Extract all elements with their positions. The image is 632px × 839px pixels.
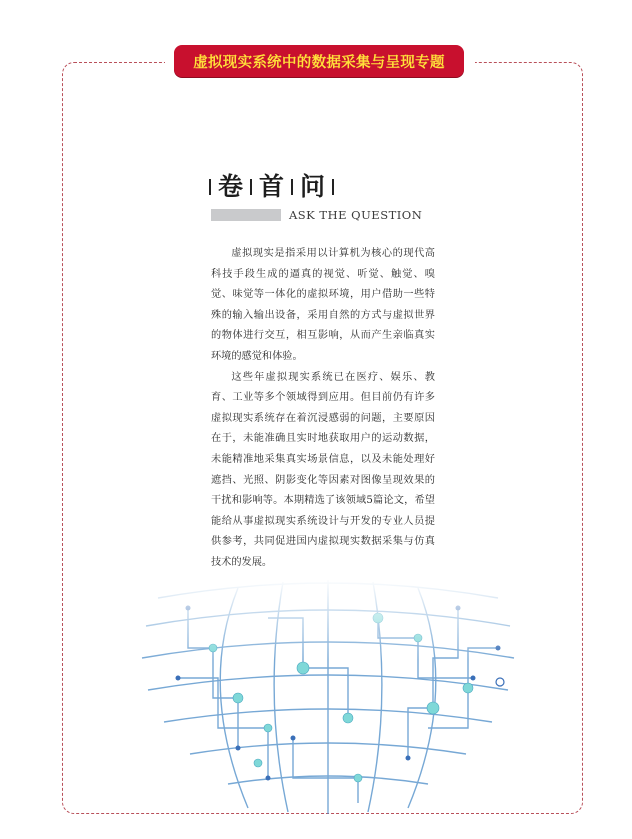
subtitle-text: ASK THE QUESTION <box>289 208 423 222</box>
paragraph-2: 这些年虚拟现实系统已在医疗、娱乐、教育、工业等多个领域得到应用。但目前仍有许多虚拟现实系统存在着沉浸感弱的问题，主要原因在于，未能准确且实时地获取用户的运动数据，未能精准地采集真实场景信息，以及未能处理好遮挡、光照、阴影变化等因素对图像呈现效果的干扰和影响等。本期精选了该领域5篇论文，希望能给从事虚拟现实系统设计与开发的专业人员提供参考，共同促进国内虚拟现实数据采集与仿真技术的发展。 <box>211 371 435 568</box>
banner-title: 虚拟现实系统中的数据采集与呈现专题 <box>193 54 445 71</box>
heading-divider <box>209 179 211 195</box>
subtitle-row <box>211 208 422 222</box>
circuit-globe-icon <box>118 578 538 814</box>
subtitle-accent-bar <box>211 209 281 221</box>
heading-char-3: 问 <box>300 172 326 201</box>
paragraph-1: 虚拟现实是指采用以计算机为核心的现代高科技手段生成的逼真的视觉、听觉、触觉、嗅觉、味觉等一体化的虚拟环境，用户借助一些特殊的输入输出设备，采用自然的方式与虚拟世界的物体进行交互，相互影响，从而产生亲临真实环境的感觉和体验。 <box>211 248 435 362</box>
topic-banner <box>174 45 464 77</box>
article-body <box>211 244 435 574</box>
heading-divider <box>332 179 334 195</box>
heading-char-2: 首 <box>259 172 285 201</box>
heading-char-1: 卷 <box>218 172 244 201</box>
heading-divider <box>250 179 252 195</box>
section-heading <box>209 174 341 199</box>
heading-divider <box>291 179 293 195</box>
